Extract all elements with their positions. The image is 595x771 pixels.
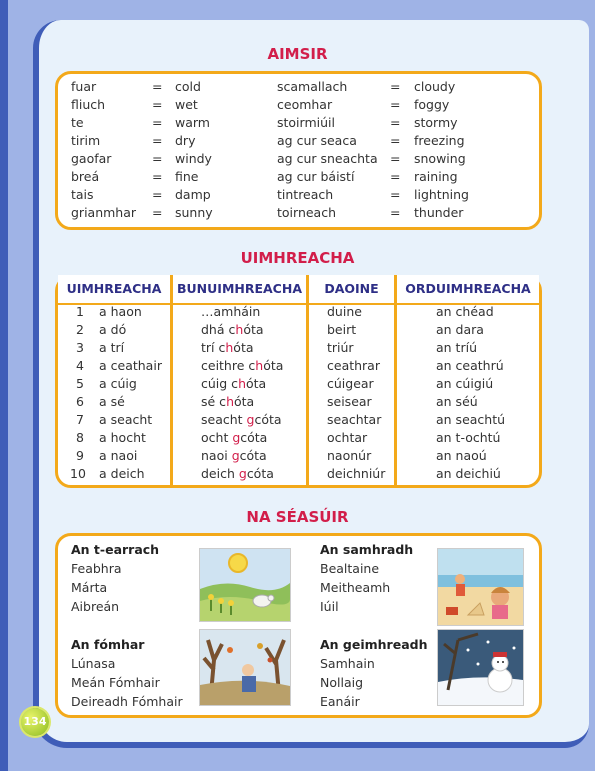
equals-sign: = — [152, 79, 163, 94]
english-word: windy — [175, 151, 212, 166]
equals-sign: = — [152, 151, 163, 166]
mutation-letter: h — [225, 340, 234, 355]
number-word: a hocht — [99, 430, 146, 445]
equals-sign: = — [390, 151, 401, 166]
base-number-text: …amháin — [201, 304, 261, 319]
people-number: cúigear — [327, 376, 374, 391]
ordinal-number: an tríú — [436, 340, 477, 355]
winter-month: Samhain — [320, 656, 375, 671]
spring-title: An t-earrach — [71, 542, 160, 557]
column-divider — [170, 275, 173, 488]
seasons-heading: NA SÉASÚIR — [246, 508, 349, 526]
mutation-letter: h — [238, 376, 246, 391]
mutation-letter: g — [238, 466, 247, 481]
spring-illustration — [199, 548, 291, 622]
irish-word: gaofar — [71, 151, 112, 166]
column-divider — [394, 275, 397, 488]
irish-word: fliuch — [71, 97, 106, 112]
people-number: naonúr — [327, 448, 372, 463]
spring-month: Márta — [71, 580, 108, 595]
english-word: thunder — [414, 205, 464, 220]
ordinal-number: an deichiú — [436, 466, 501, 481]
equals-sign: = — [390, 79, 401, 94]
header-orduimhreacha: ORDUIMHREACHA — [397, 275, 539, 303]
english-word: warm — [175, 115, 210, 130]
digit: 10 — [70, 466, 86, 481]
irish-word: ag cur seaca — [277, 133, 357, 148]
summer-title: An samhradh — [320, 542, 414, 557]
equals-sign: = — [390, 205, 401, 220]
english-word: cold — [175, 79, 201, 94]
uimhreacha-heading: UIMHREACHA — [240, 249, 355, 267]
base-number — [201, 465, 274, 483]
english-word: stormy — [414, 115, 458, 130]
digit: 6 — [76, 394, 84, 409]
number-word: a deich — [99, 466, 145, 481]
winter-month: Eanáir — [320, 694, 360, 709]
equals-sign: = — [152, 169, 163, 184]
english-word: raining — [414, 169, 458, 184]
irish-word: tirim — [71, 133, 101, 148]
english-word: wet — [175, 97, 198, 112]
people-number: deichniúr — [327, 466, 386, 481]
ordinal-number: an séú — [436, 394, 478, 409]
base-number-text: óta — [243, 322, 264, 337]
base-number-text: deich — [201, 466, 239, 481]
base-number-text: seacht — [201, 412, 247, 427]
english-word: foggy — [414, 97, 450, 112]
autumn-month: Meán Fómhair — [71, 675, 160, 690]
mutation-letter: g — [231, 448, 240, 463]
people-number: beirt — [327, 322, 357, 337]
irish-word: ceomhar — [277, 97, 333, 112]
base-number — [201, 429, 267, 447]
english-word: snowing — [414, 151, 466, 166]
winter-illustration — [437, 629, 524, 706]
mutation-letter: g — [232, 430, 241, 445]
header-uimhreacha: UIMHREACHA — [58, 275, 170, 303]
numbers-table — [55, 275, 542, 488]
ordinal-number: an chéad — [436, 304, 494, 319]
winter-month: Nollaig — [320, 675, 364, 690]
base-number-text: sé c — [201, 394, 227, 409]
base-number-text: óta — [263, 358, 284, 373]
autumn-month: Deireadh Fómhair — [71, 694, 183, 709]
number-word: a naoi — [99, 448, 138, 463]
digit: 8 — [76, 430, 84, 445]
irish-word: te — [71, 115, 84, 130]
irish-word: toirneach — [277, 205, 337, 220]
number-word: a sé — [99, 394, 125, 409]
base-number-text: trí c — [201, 340, 226, 355]
english-word: fine — [175, 169, 199, 184]
digit: 2 — [76, 322, 84, 337]
people-number: ceathrar — [327, 358, 380, 373]
number-word: a haon — [99, 304, 142, 319]
english-word: sunny — [175, 205, 213, 220]
summer-month: Meitheamh — [320, 580, 391, 595]
spring-month: Feabhra — [71, 561, 122, 576]
irish-word: fuar — [71, 79, 97, 94]
base-number-text: cóta — [240, 430, 268, 445]
base-number — [201, 447, 267, 465]
base-number-text: naoi — [201, 448, 232, 463]
base-number-text: ocht — [201, 430, 233, 445]
base-number-text: dhá c — [201, 322, 236, 337]
digit: 4 — [76, 358, 84, 373]
summer-illustration — [437, 548, 524, 626]
equals-sign: = — [390, 97, 401, 112]
mutation-letter: h — [255, 358, 264, 373]
mutation-letter: g — [246, 412, 255, 427]
base-number-text: cóta — [254, 412, 282, 427]
equals-sign: = — [390, 187, 401, 202]
irish-word: ag cur báistí — [277, 169, 355, 184]
spring-month: Aibreán — [71, 599, 120, 614]
ordinal-number: an seachtú — [436, 412, 506, 427]
irish-word: stoirmiúil — [277, 115, 335, 130]
mutation-letter: h — [235, 322, 244, 337]
irish-word: ag cur sneachta — [277, 151, 378, 166]
digit: 7 — [76, 412, 84, 427]
mutation-letter: h — [226, 394, 234, 409]
page-number-badge: 134 — [21, 708, 49, 736]
number-word: a ceathair — [99, 358, 162, 373]
winter-title: An geimhreadh — [320, 637, 428, 652]
equals-sign: = — [390, 133, 401, 148]
ordinal-number: an ceathrú — [436, 358, 504, 373]
irish-word: tintreach — [277, 187, 334, 202]
number-word: a cúig — [99, 376, 137, 391]
digit: 9 — [76, 448, 84, 463]
people-number: seachtar — [327, 412, 382, 427]
number-word: a dó — [99, 322, 127, 337]
base-number-text: cóta — [239, 448, 267, 463]
english-word: cloudy — [414, 79, 456, 94]
autumn-month: Lúnasa — [71, 656, 116, 671]
irish-word: scamallach — [277, 79, 348, 94]
aimsir-heading: AIMSIR — [267, 45, 328, 63]
base-number-text: óta — [234, 394, 255, 409]
base-number-text: cúig c — [201, 376, 239, 391]
people-number: duine — [327, 304, 362, 319]
column-divider — [306, 275, 309, 488]
base-number — [201, 321, 264, 339]
base-number-text: óta — [246, 376, 267, 391]
base-number-text: ceithre c — [201, 358, 256, 373]
people-number: seisear — [327, 394, 372, 409]
english-word: lightning — [414, 187, 469, 202]
base-number — [201, 411, 282, 429]
digit: 5 — [76, 376, 84, 391]
autumn-illustration — [199, 629, 291, 706]
people-number: triúr — [327, 340, 354, 355]
people-number: ochtar — [327, 430, 368, 445]
ordinal-number: an t-ochtú — [436, 430, 501, 445]
autumn-title: An fómhar — [71, 637, 145, 652]
equals-sign: = — [390, 115, 401, 130]
base-number — [201, 375, 266, 393]
digit: 1 — [76, 304, 84, 319]
base-number-text: cóta — [246, 466, 274, 481]
english-word: dry — [175, 133, 196, 148]
header-bunuimhreacha: BUNUIMHREACHA — [173, 275, 306, 303]
irish-word: tais — [71, 187, 94, 202]
base-number — [201, 357, 283, 375]
irish-word: breá — [71, 169, 100, 184]
irish-word: grianmhar — [71, 205, 137, 220]
digit: 3 — [76, 340, 84, 355]
equals-sign: = — [152, 97, 163, 112]
ordinal-number: an naoú — [436, 448, 487, 463]
summer-month: Bealtaine — [320, 561, 380, 576]
summer-month: Iúil — [320, 599, 339, 614]
equals-sign: = — [152, 115, 163, 130]
header-daoine: DAOINE — [309, 275, 394, 303]
base-number-text: óta — [233, 340, 254, 355]
ordinal-number: an dara — [436, 322, 484, 337]
number-word: a trí — [99, 340, 125, 355]
base-number — [201, 393, 254, 411]
english-word: freezing — [414, 133, 465, 148]
equals-sign: = — [152, 133, 163, 148]
ordinal-number: an cúigiú — [436, 376, 494, 391]
number-word: a seacht — [99, 412, 153, 427]
equals-sign: = — [390, 169, 401, 184]
base-number — [201, 303, 260, 321]
equals-sign: = — [152, 205, 163, 220]
equals-sign: = — [152, 187, 163, 202]
english-word: damp — [175, 187, 211, 202]
base-number — [201, 339, 254, 357]
